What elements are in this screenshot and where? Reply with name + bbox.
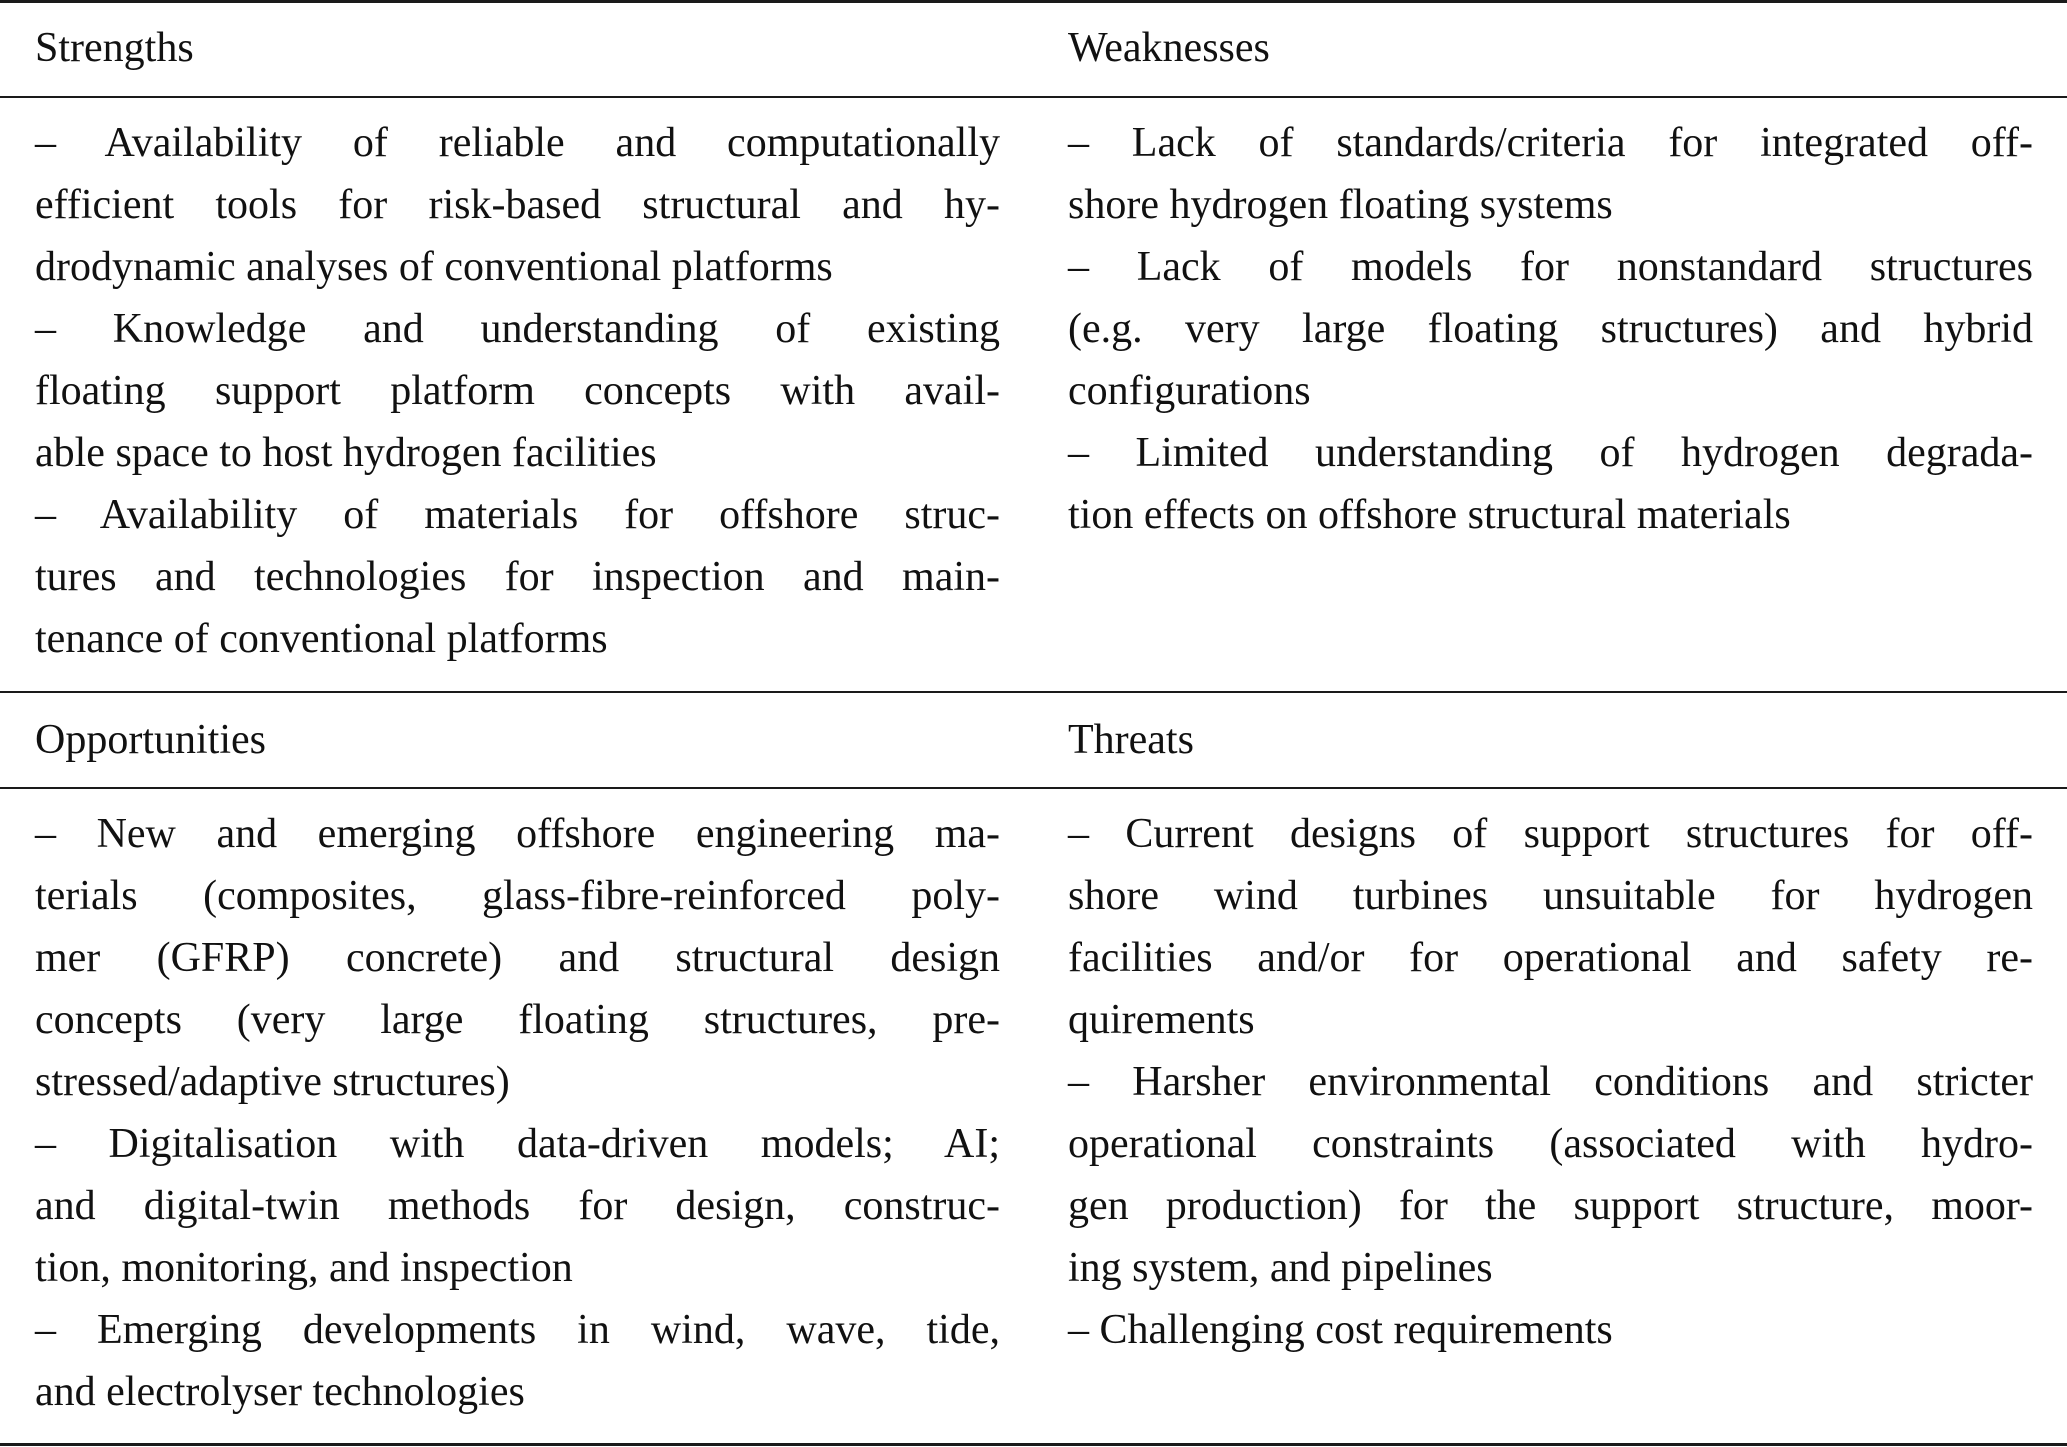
cell-strengths — [35, 112, 1000, 670]
cell-line: shore hydrogen floating systems — [1068, 182, 1613, 228]
cell-line: – Emerging developments in wind, wave, tide, — [35, 1307, 1000, 1353]
cell-line: stressed/adaptive structures) — [35, 1059, 510, 1105]
heading-strengths: Strengths — [35, 25, 194, 71]
cell-line: – Availability of reliable and computationally — [35, 120, 1000, 166]
cell-line: and electrolyser technologies — [35, 1369, 525, 1415]
cell-line: and digital-twin methods for design, construc- — [35, 1183, 1000, 1229]
header-rule-opportunities-threats — [0, 787, 2067, 789]
cell-line: – Availability of materials for offshore struc- — [35, 492, 1000, 538]
cell-line: floating support platform concepts with avail- — [35, 368, 1000, 414]
table-bottom-rule — [0, 1443, 2067, 1446]
cell-line: tion effects on offshore structural materials — [1068, 492, 1791, 538]
heading-threats: Threats — [1068, 717, 1194, 763]
cell-threats — [1068, 803, 2033, 1361]
cell-line: tion, monitoring, and inspection — [35, 1245, 573, 1291]
section-divider-rule — [0, 691, 2067, 693]
cell-line: quirements — [1068, 997, 1255, 1043]
cell-line: (e.g. very large floating structures) and hybrid — [1068, 306, 2033, 352]
cell-line: ing system, and pipelines — [1068, 1245, 1493, 1291]
cell-line: configurations — [1068, 368, 1311, 414]
cell-line: – Lack of models for nonstandard structures — [1068, 244, 2033, 290]
cell-line: – New and emerging offshore engineering ma- — [35, 811, 1000, 857]
cell-line: – Knowledge and understanding of existing — [35, 306, 1000, 352]
cell-line: able space to host hydrogen facilities — [35, 430, 657, 476]
cell-line: – Challenging cost requirements — [1068, 1307, 1613, 1353]
cell-opportunities — [35, 803, 1000, 1423]
header-rule-strengths-weaknesses — [0, 96, 2067, 98]
cell-line: concepts (very large floating structures, pre- — [35, 997, 1000, 1043]
cell-line: efficient tools for risk-based structural and hy- — [35, 182, 1000, 228]
cell-line: facilities and/or for operational and safety re- — [1068, 935, 2033, 981]
cell-line: – Digitalisation with data-driven models; AI; — [35, 1121, 1000, 1167]
cell-line: tures and technologies for inspection and main- — [35, 554, 1000, 600]
cell-line: gen production) for the support structure, moor- — [1068, 1183, 2033, 1229]
cell-line: operational constraints (associated with hydro- — [1068, 1121, 2033, 1167]
heading-weaknesses: Weaknesses — [1068, 25, 1270, 71]
cell-line: – Current designs of support structures for off- — [1068, 811, 2033, 857]
cell-line: mer (GFRP) concrete) and structural design — [35, 935, 1000, 981]
cell-line: shore wind turbines unsuitable for hydrogen — [1068, 873, 2033, 919]
table-top-rule — [0, 0, 2067, 3]
cell-line: tenance of conventional platforms — [35, 616, 608, 662]
cell-line: drodynamic analyses of conventional platforms — [35, 244, 833, 290]
cell-line: terials (composites, glass-fibre-reinforced poly- — [35, 873, 1000, 919]
cell-line: – Limited understanding of hydrogen degrada- — [1068, 430, 2033, 476]
cell-line: – Harsher environmental conditions and stricter — [1068, 1059, 2033, 1105]
cell-weaknesses — [1068, 112, 2033, 546]
cell-line: – Lack of standards/criteria for integrated off- — [1068, 120, 2033, 166]
heading-opportunities: Opportunities — [35, 717, 266, 763]
